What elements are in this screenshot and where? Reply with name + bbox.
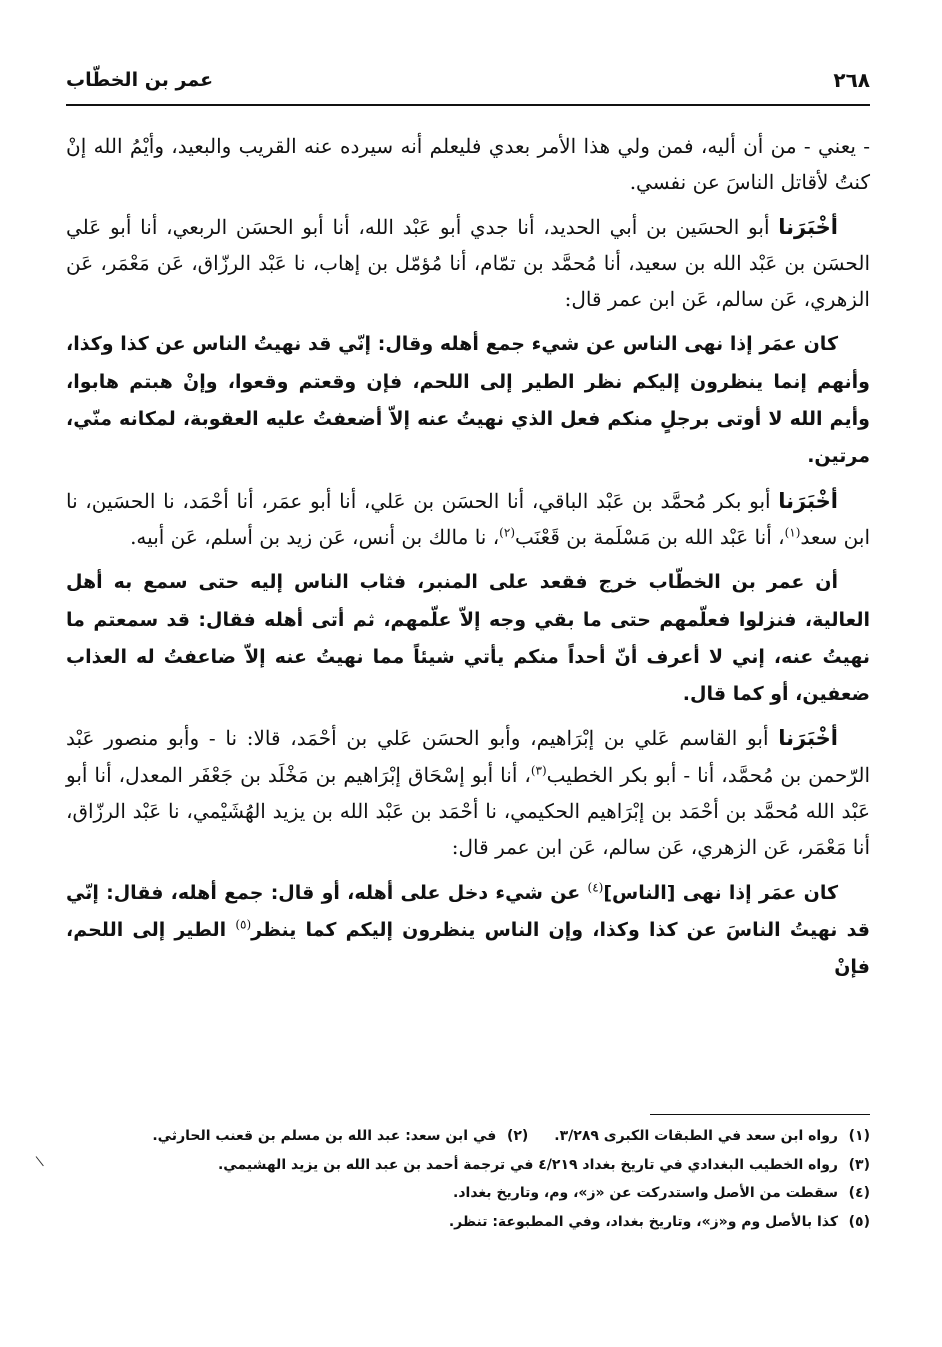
running-title: عمر بن الخطّاب [66,69,214,91]
narration-paragraph [66,325,870,474]
footnote-ref-4[interactable]: (٤) [587,879,604,894]
narration-paragraph [66,563,870,712]
footnote-text: رواه ابن سعد في الطبقات الكبرى ٣/٢٨٩. [554,1128,838,1144]
footnote-ref-3[interactable]: (٣) [530,763,547,778]
isnad-text: أبو الحسَين بن أبي الحديد، أنا جدي أبو عَبْد الله، أنا أبو الحسَن الربعي، أنا أبو عَلي الحسَن بن عَبْد الله بن سعيد، أنا مُحمَّد بن تمّام، أنا مُؤمّل بن إهاب، نا عَبْد الرزّاق، عَن مَعْمَر، عَن الزهري، عَن سالم، عَن ابن عمر قال: [66,214,870,312]
header-rule [66,104,870,106]
footnote-text: رواه الخطيب البغدادي في تاريخ بغداد ٤/٢١٩ في ترجمة أحمد بن عبد الله بن يزيد الهشيمي. [217,1156,838,1173]
narration-paragraph [66,874,870,986]
footnote-number: (١) [848,1128,870,1144]
isnad-paragraph [66,209,870,318]
isnad-text: ، أنا أبو إسْحَاق إبْرَاهيم بن مَخْلَد بن جَعْفَر المعدل، أنا أبو عَبْد الله مُحمَّد بن أحْمَد بن إبْرَاهيم الحكيمي، نا أحْمَد بن عَبْد الله بن يزيد الهُشَيْمي، نا عَبْد الرزّاق، أنا مَعْمَر، عَن الزهري، عَن سالم، عَن ابن عمر قال: [66,762,871,860]
footnote-5 [449,1208,870,1237]
footnote-number: (٢) [506,1128,529,1144]
footnote-text: في ابن سعد: عبد الله بن مسلم بن قعنب الحارثي. [152,1128,497,1144]
paragraph-text: - يعني - من أن أليه، فمن ولي هذا الأمر بعدي فليعلم أنه سيرده عنه القريب والبعيد، وأيْمُ الله إنْ كنتُ لأقاتل الناسَ عن نفسي. [66,134,870,195]
isnad-paragraph [66,483,870,556]
paragraph-continuation [66,128,870,201]
footnote-2 [152,1122,528,1151]
isnad-text: أبو بكر مُحمَّد بن عَبْد الباقي، أنا الحسَن بن عَلي، أنا أبو عمَر، أنا أحْمَد، نا الحسَين، نا ابن سعد [66,488,870,549]
page-number: ٢٦٨ [833,68,870,92]
footnote-1 [554,1122,870,1151]
isnad-keyword: أخْبَرَنا [778,726,838,751]
isnad-text: أبو القاسم عَلي بن إبْرَاهيم، وأبو الحسَن عَلي بن أحْمَد، قالا: نا - وأبو منصور عَبْد الرّحمن بن مُحمَّد، أنا - أبو بكر الخطيب [66,726,871,787]
footnote-ref-5[interactable]: (٥) [235,917,252,932]
footnote-number: (٥) [848,1213,870,1230]
narration-text: الطير إلى اللحم، فإنْ [66,918,870,979]
footnote-line [66,1179,870,1208]
main-text [66,128,870,994]
footnote-4 [453,1179,870,1208]
footnote-ref-1[interactable]: (١) [784,525,801,540]
footnote-text: كذا بالأصل وم و«ز»، وتاريخ بغداد، وفي المطبوعة: تنظر. [448,1213,838,1230]
footnote-3 [218,1151,870,1180]
isnad-keyword: أخْبَرَنا [778,488,838,513]
narration-text: كان عمَر إذا نهى الناس عن شيء جمع أهله وقال: إنّي قد نهيتُ الناس عن كذا وكذا، وأنهم إنما ينظرون إليكم نظر الطير إلى اللحم، فإن وقعتم وقعوا، وإنْ هبتم هابوا، وأيم الله لا أوتى برجلٍ منكم فعل الذي نهيتُ عنه إلاّ أضعفتُ عليه العقوبة، لمكانه منّي، مرتين. [66,333,870,468]
footnote-line [66,1208,870,1237]
isnad-keyword: أخْبَرَنا [778,214,838,239]
footnote-number: (٤) [848,1185,870,1201]
footnotes [66,1122,870,1236]
isnad-paragraph [66,720,870,865]
narration-text: أن عمر بن الخطّاب خرج فقعد على المنبر، فثاب الناس إليه حتى سمع به أهل العالية، فنزلوا فعلّمهم حتى ما بقي وجه إلاّ علّمهم، ثم أتى أهله فقال: قد سمعتم ما نهيتُ عنه، إني لا أعرف أنّ أحداً منكم يأتي شيئاً مما نهيتُ عنه إلاّ ضاعفتُ له العذاب ضعفين، أو كما قال. [66,571,870,706]
narration-text: عن شيء دخل على أهله، أو قال: جمع أهله، فقال: إنّي قد نهيتُ الناسَ عن كذا وكذا، وإن الناس ينظرون إليكم كما ينظر [66,881,870,941]
narration-text: كان عمَر إذا نهى [الناس] [603,881,839,904]
isnad-text: ، نا مالك بن أنس، عَن زيد بن أسلم، عَن أبيه. [130,524,500,549]
running-header [66,60,870,100]
footnote-ref-2[interactable]: (٢) [499,525,515,540]
scan-mark [36,1156,44,1166]
footnote-text: سقطت من الأصل واستدركت عن «ز»، وم، وتاريخ بغداد. [453,1185,838,1201]
footnote-line [66,1151,870,1180]
footnote-separator [650,1114,870,1115]
footnote-number: (٣) [848,1156,870,1173]
isnad-text: ، أنا عَبْد الله بن مَسْلَمة بن قَعْنَب [515,524,785,549]
footnote-line [66,1122,870,1151]
